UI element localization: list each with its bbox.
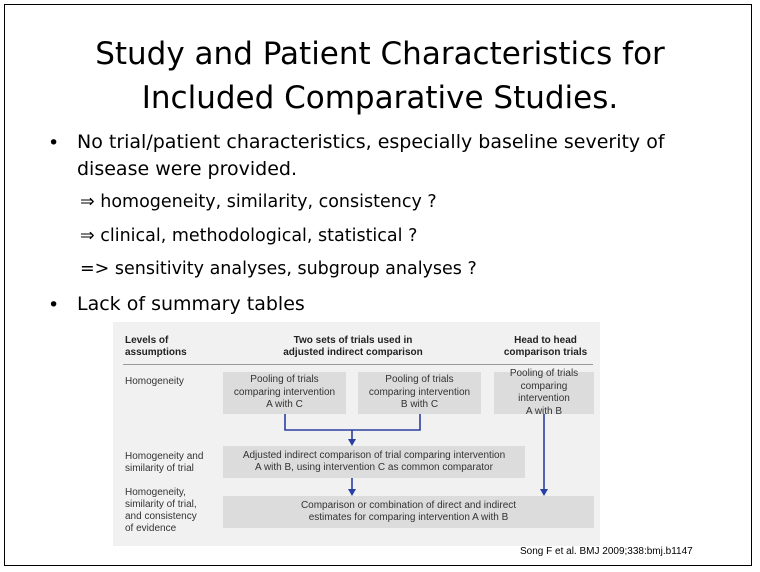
box-pool-ab-line-1: Pooling of trials: [509, 368, 579, 379]
header-two-sets-line-2: adjusted indirect comparison: [283, 347, 423, 358]
flow-arrows: [113, 322, 600, 546]
box-pool-ac-line-1: Pooling of trials: [250, 374, 319, 386]
bullet-1: [77, 129, 665, 183]
bullet-2-line-1: Lack of summary tables: [77, 293, 305, 315]
bracket-connector: [285, 414, 420, 430]
arrowhead: [348, 489, 356, 496]
slide-title: [0, 32, 760, 120]
row-label-consistency-line-4: of evidence: [125, 523, 177, 534]
box-indirect-line-2: A with B, using intervention C as common comparator: [255, 462, 493, 473]
sub-item-3-prefix: =>: [80, 259, 110, 279]
row-label-consistency-line-2: similarity of trial,: [125, 499, 197, 510]
box-combined-line-1: Comparison or combination of direct and indirect: [300, 499, 517, 511]
arrowhead: [348, 439, 356, 446]
implies-arrow-icon: ⇒: [80, 226, 95, 246]
box-pool-ac-line-3: A with C: [266, 399, 303, 411]
bullet-dot: •: [48, 132, 60, 154]
box-indirect-line-1: Adjusted indirect comparison of trial comparing intervention: [242, 449, 506, 461]
bullet-1-line-1: No trial/patient characteristics, especially baseline severity of: [77, 131, 665, 153]
implies-arrow-icon: ⇒: [80, 192, 95, 212]
bullet-2: [77, 291, 305, 318]
bullet-1-line-2: disease were provided.: [77, 158, 298, 180]
box-pool-bc-line-3: B with C: [400, 399, 439, 411]
row-label-similarity-line-2: similarity of trial: [125, 463, 194, 474]
sub-item-1-text: homogeneity, similarity, consistency ?: [94, 192, 437, 212]
sub-item-2: [80, 226, 417, 246]
header-head-to-head-line-2: comparison trials: [503, 347, 588, 358]
arrowhead: [540, 489, 548, 496]
sub-item-1: [80, 192, 437, 212]
sub-item-2-text: clinical, methodological, statistical ?: [94, 226, 418, 246]
box-pool-bc-line-1: Pooling of trials: [385, 374, 454, 386]
bullet-dot: •: [48, 294, 60, 316]
box-pool-ab-line-3: A with B: [525, 405, 563, 417]
row-label-homogeneity: Homogeneity: [125, 376, 184, 387]
citation: Song F et al. BMJ 2009;338:bmj.b1147: [520, 546, 693, 557]
box-pool-ab-line-2: comparing intervention: [518, 380, 570, 404]
row-label-similarity-line-1: Homogeneity and: [125, 451, 204, 462]
sub-item-3: [80, 259, 477, 279]
box-combined-line-2: estimates for comparing intervention A with B: [308, 512, 509, 523]
row-label-consistency-line-1: Homogeneity,: [125, 487, 186, 498]
box-pool-bc-line-2: comparing intervention: [368, 386, 471, 398]
header-levels-line-2: assumptions: [125, 347, 187, 358]
assumptions-figure: [113, 322, 600, 546]
header-head-to-head-line-1: Head to head: [514, 335, 577, 346]
box-pool-ac-line-2: comparing intervention: [233, 386, 336, 398]
header-levels-line-1: Levels of: [125, 335, 169, 346]
row-label-consistency-line-3: and consistency: [125, 511, 197, 522]
title-line-2: Included Comparative Studies.: [141, 80, 619, 116]
sub-item-3-text: sensitivity analyses, subgroup analyses ?: [109, 259, 477, 279]
header-two-sets-line-1: Two sets of trials used in: [293, 335, 413, 346]
title-line-1: Study and Patient Characteristics for: [95, 36, 665, 72]
